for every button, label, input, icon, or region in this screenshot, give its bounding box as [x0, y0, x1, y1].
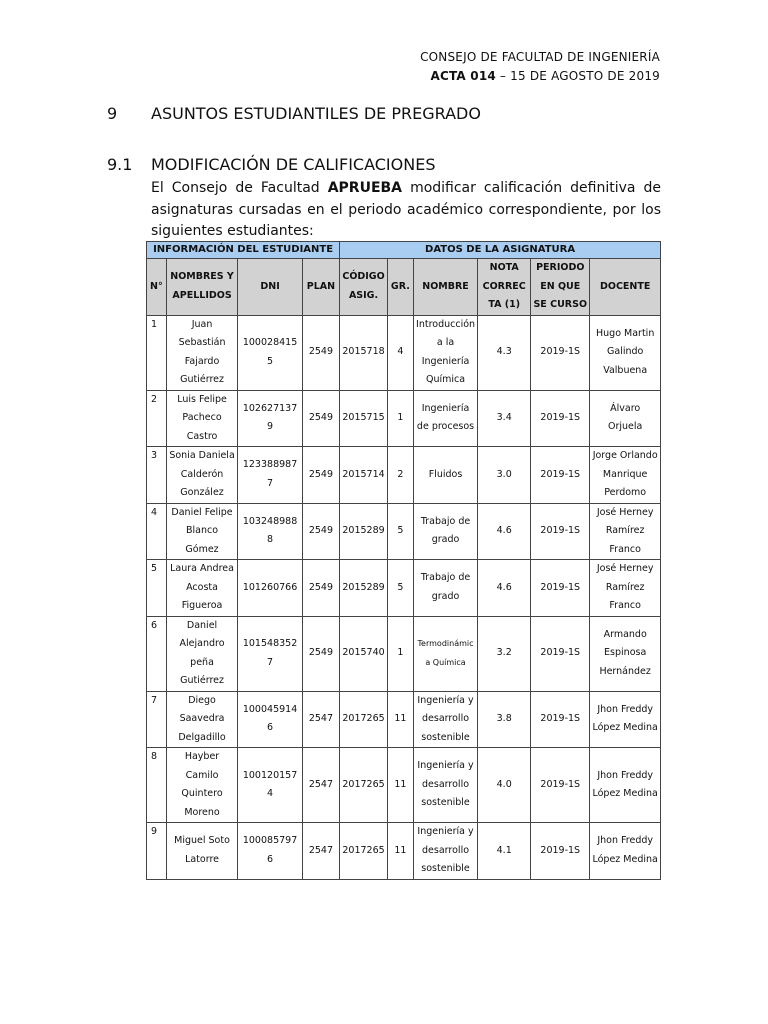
section-heading: [107, 104, 481, 123]
table-row: 6 Daniel Alejandro peña Gutiérrez 1015483527 2549 2015740 1 Termodinámica Química 3.2 2019-1S Armando Espinosa Hernández: [147, 616, 661, 691]
table-row: 2 Luis Felipe Pacheco Castro 1026271379 2549 2015715 1 Ingeniería de procesos 3.4 2019-1S Álvaro Orjuela: [147, 390, 661, 447]
col-no: N°: [147, 259, 167, 316]
group-student-info: INFORMACIÓN DEL ESTUDIANTE: [147, 242, 340, 259]
table-row: 4 Daniel Felipe Blanco Gómez 1032489888 2549 2015289 5 Trabajo de grado 4.6 2019-1S José Herney Ramírez Franco: [147, 503, 661, 560]
document-header: [420, 48, 660, 86]
acta-line: [420, 67, 660, 86]
table-group-header: [147, 242, 661, 259]
col-teacher: DOCENTE: [590, 259, 661, 316]
table-row: 8 Hayber Camilo Quintero Moreno 1001201574 2547 2017265 11 Ingeniería y desarrollo sostenible 4.0 2019-1S Jhon Freddy López Medina: [147, 748, 661, 823]
subsection-heading: [107, 155, 435, 174]
acta-label: ACTA 014: [430, 69, 496, 83]
subsection-number: 9.1: [107, 155, 133, 174]
table-row: 1 Juan Sebastián Fajardo Gutiérrez 1000284155 2549 2015718 4 Introducción a la Ingeniería Química 4.3 2019-1S Hugo Martin Galindo Valbuena: [147, 315, 661, 390]
col-period: PERIODO EN QUE SE CURSO: [531, 259, 590, 316]
resolution-paragraph: El Consejo de Facultad APRUEBA modificar calificación definitiva de asignaturas cursadas en el periodo académico correspondiente, por los siguientes estudiantes:: [151, 180, 661, 239]
table-row: 3 Sonia Daniela Calderón González 1233889877 2549 2015714 2 Fluidos 3.0 2019-1S Jorge Orlando Manrique Perdomo: [147, 447, 661, 504]
approval-word: APRUEBA: [327, 180, 403, 196]
council-name: CONSEJO DE FACULTAD DE INGENIERÍA: [420, 50, 660, 64]
acta-date: – 15 DE AGOSTO DE 2019: [495, 69, 660, 83]
section-title: ASUNTOS ESTUDIANTILES DE PREGRADO: [151, 104, 481, 123]
table-column-header: [147, 259, 661, 316]
subsection-title: MODIFICACIÓN DE CALIFICACIONES: [151, 155, 436, 174]
grades-table: [146, 241, 661, 880]
col-group: GR.: [387, 259, 413, 316]
col-subject: NOMBRE: [413, 259, 477, 316]
col-name: NOMBRES Y APELLIDOS: [166, 259, 238, 316]
section-number: 9: [107, 104, 118, 123]
col-plan: PLAN: [302, 259, 339, 316]
table-row: 5 Laura Andrea Acosta Figueroa 101260766 2549 2015289 5 Trabajo de grado 4.6 2019-1S José Herney Ramírez Franco: [147, 560, 661, 617]
table-row: 9 Miguel Soto Latorre 1000857976 2547 2017265 11 Ingeniería y desarrollo sostenible 4.1 2019-1S Jhon Freddy López Medina: [147, 823, 661, 880]
col-code: CÓDIGO ASIG.: [340, 259, 388, 316]
col-dni: DNI: [238, 259, 302, 316]
col-grade: NOTA CORRECTA (1): [478, 259, 531, 316]
table-row: 7 Diego Saavedra Delgadillo 1000459146 2547 2017265 11 Ingeniería y desarrollo sostenible 3.8 2019-1S Jhon Freddy López Medina: [147, 691, 661, 748]
group-subject-info: DATOS DE LA ASIGNATURA: [340, 242, 661, 259]
